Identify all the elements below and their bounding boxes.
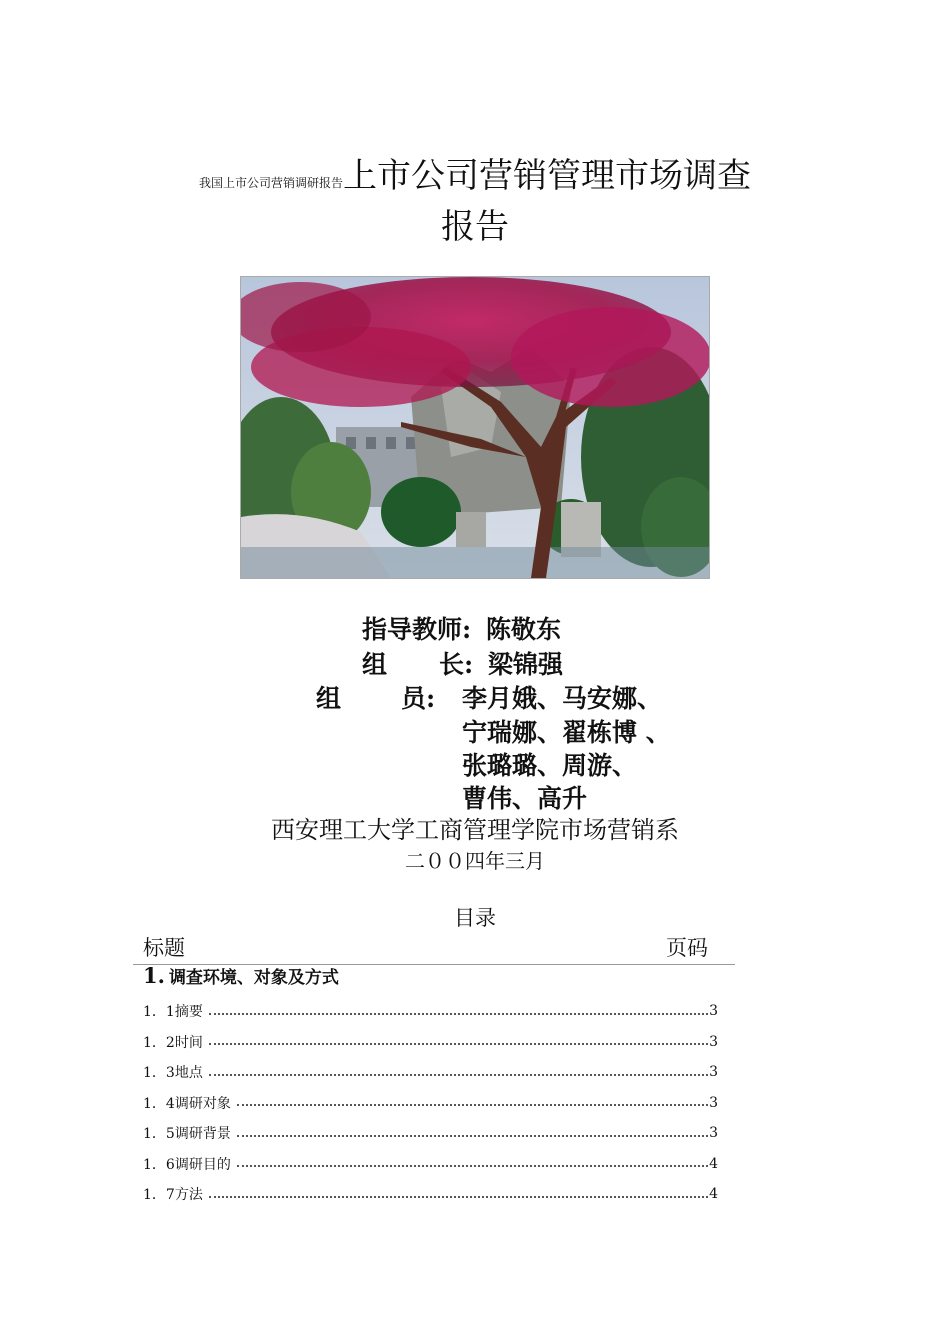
toc-leader-dots: [237, 1103, 708, 1106]
school-name: 西安理工大学工商管理学院市场营销系: [271, 816, 679, 844]
toc-entry[interactable]: [143, 1149, 718, 1180]
title-prefix: 我国上市公司营销调研报告: [198, 176, 343, 190]
leader-row: [362, 645, 563, 681]
section-title: 调查环境、对象及方式: [168, 968, 339, 988]
toc-entry[interactable]: [143, 1057, 718, 1088]
toc-leader-dots: [237, 1134, 708, 1137]
toc-entry-page: 3: [709, 1064, 718, 1081]
toc-leader-dots: [209, 1042, 708, 1045]
title-main-line2: 报告: [441, 207, 509, 247]
toc-entry-label: 1．4调研对象: [143, 1095, 231, 1112]
toc-entry[interactable]: [143, 1027, 718, 1058]
toc-section-1[interactable]: [143, 963, 339, 988]
toc-entry[interactable]: [143, 1179, 718, 1210]
toc-entry-page: 3: [709, 1033, 718, 1050]
title-main-line1: 上市公司营销管理市场调查: [343, 156, 751, 196]
toc-title: 目录: [454, 906, 496, 930]
members-label-row: [316, 679, 435, 715]
member-line: 宁瑞娜、翟栋博 、: [462, 718, 671, 747]
toc-entry-label: 1．1摘要: [143, 1004, 203, 1021]
toc-leader-dots: [237, 1164, 708, 1167]
toc-entry-page: 3: [709, 1094, 718, 1111]
cover-photo: [240, 276, 710, 579]
members-label-b: 员:: [401, 684, 436, 713]
advisor-row: [362, 610, 561, 646]
member-line: 张璐璐、周游、: [462, 751, 638, 780]
leader-label-a: 组: [362, 650, 388, 679]
toc-list: [143, 996, 718, 1210]
toc-entry[interactable]: [143, 996, 718, 1027]
advisor-label: 指导教师:: [362, 615, 472, 644]
member-line: 李月娥、马安娜、: [462, 684, 663, 713]
toc-entry-page: 4: [709, 1155, 718, 1172]
toc-entry-label: 1．5调研背景: [143, 1126, 231, 1143]
toc-entry-label: 1．3地点: [143, 1065, 203, 1082]
leader-label-b: 长:: [439, 650, 474, 679]
toc-entry-label: 1．6调研目的: [143, 1156, 231, 1173]
toc-entry-label: 1．7方法: [143, 1187, 203, 1204]
toc-entry[interactable]: [143, 1088, 718, 1119]
toc-entry-label: 1．2时间: [143, 1034, 203, 1051]
toc-entry[interactable]: [143, 1118, 718, 1149]
report-date: 二００四年三月: [405, 849, 545, 873]
toc-leader-dots: [209, 1073, 708, 1076]
leader-name: 梁锦强: [487, 650, 563, 679]
members-label-a: 组: [316, 684, 342, 713]
toc-col-page: 页码: [666, 936, 708, 960]
toc-entry-page: 4: [709, 1186, 718, 1203]
advisor-name: 陈敬东: [485, 615, 561, 644]
section-number: 1.: [143, 963, 165, 988]
toc-entry-page: 3: [709, 1003, 718, 1020]
member-line: 曹伟、高升: [462, 784, 588, 813]
document-title: [150, 148, 800, 248]
toc-entry-page: 3: [709, 1125, 718, 1142]
toc-leader-dots: [209, 1195, 708, 1198]
toc-col-title: 标题: [143, 936, 185, 960]
toc-leader-dots: [209, 1012, 708, 1015]
toc-header: [143, 932, 708, 962]
